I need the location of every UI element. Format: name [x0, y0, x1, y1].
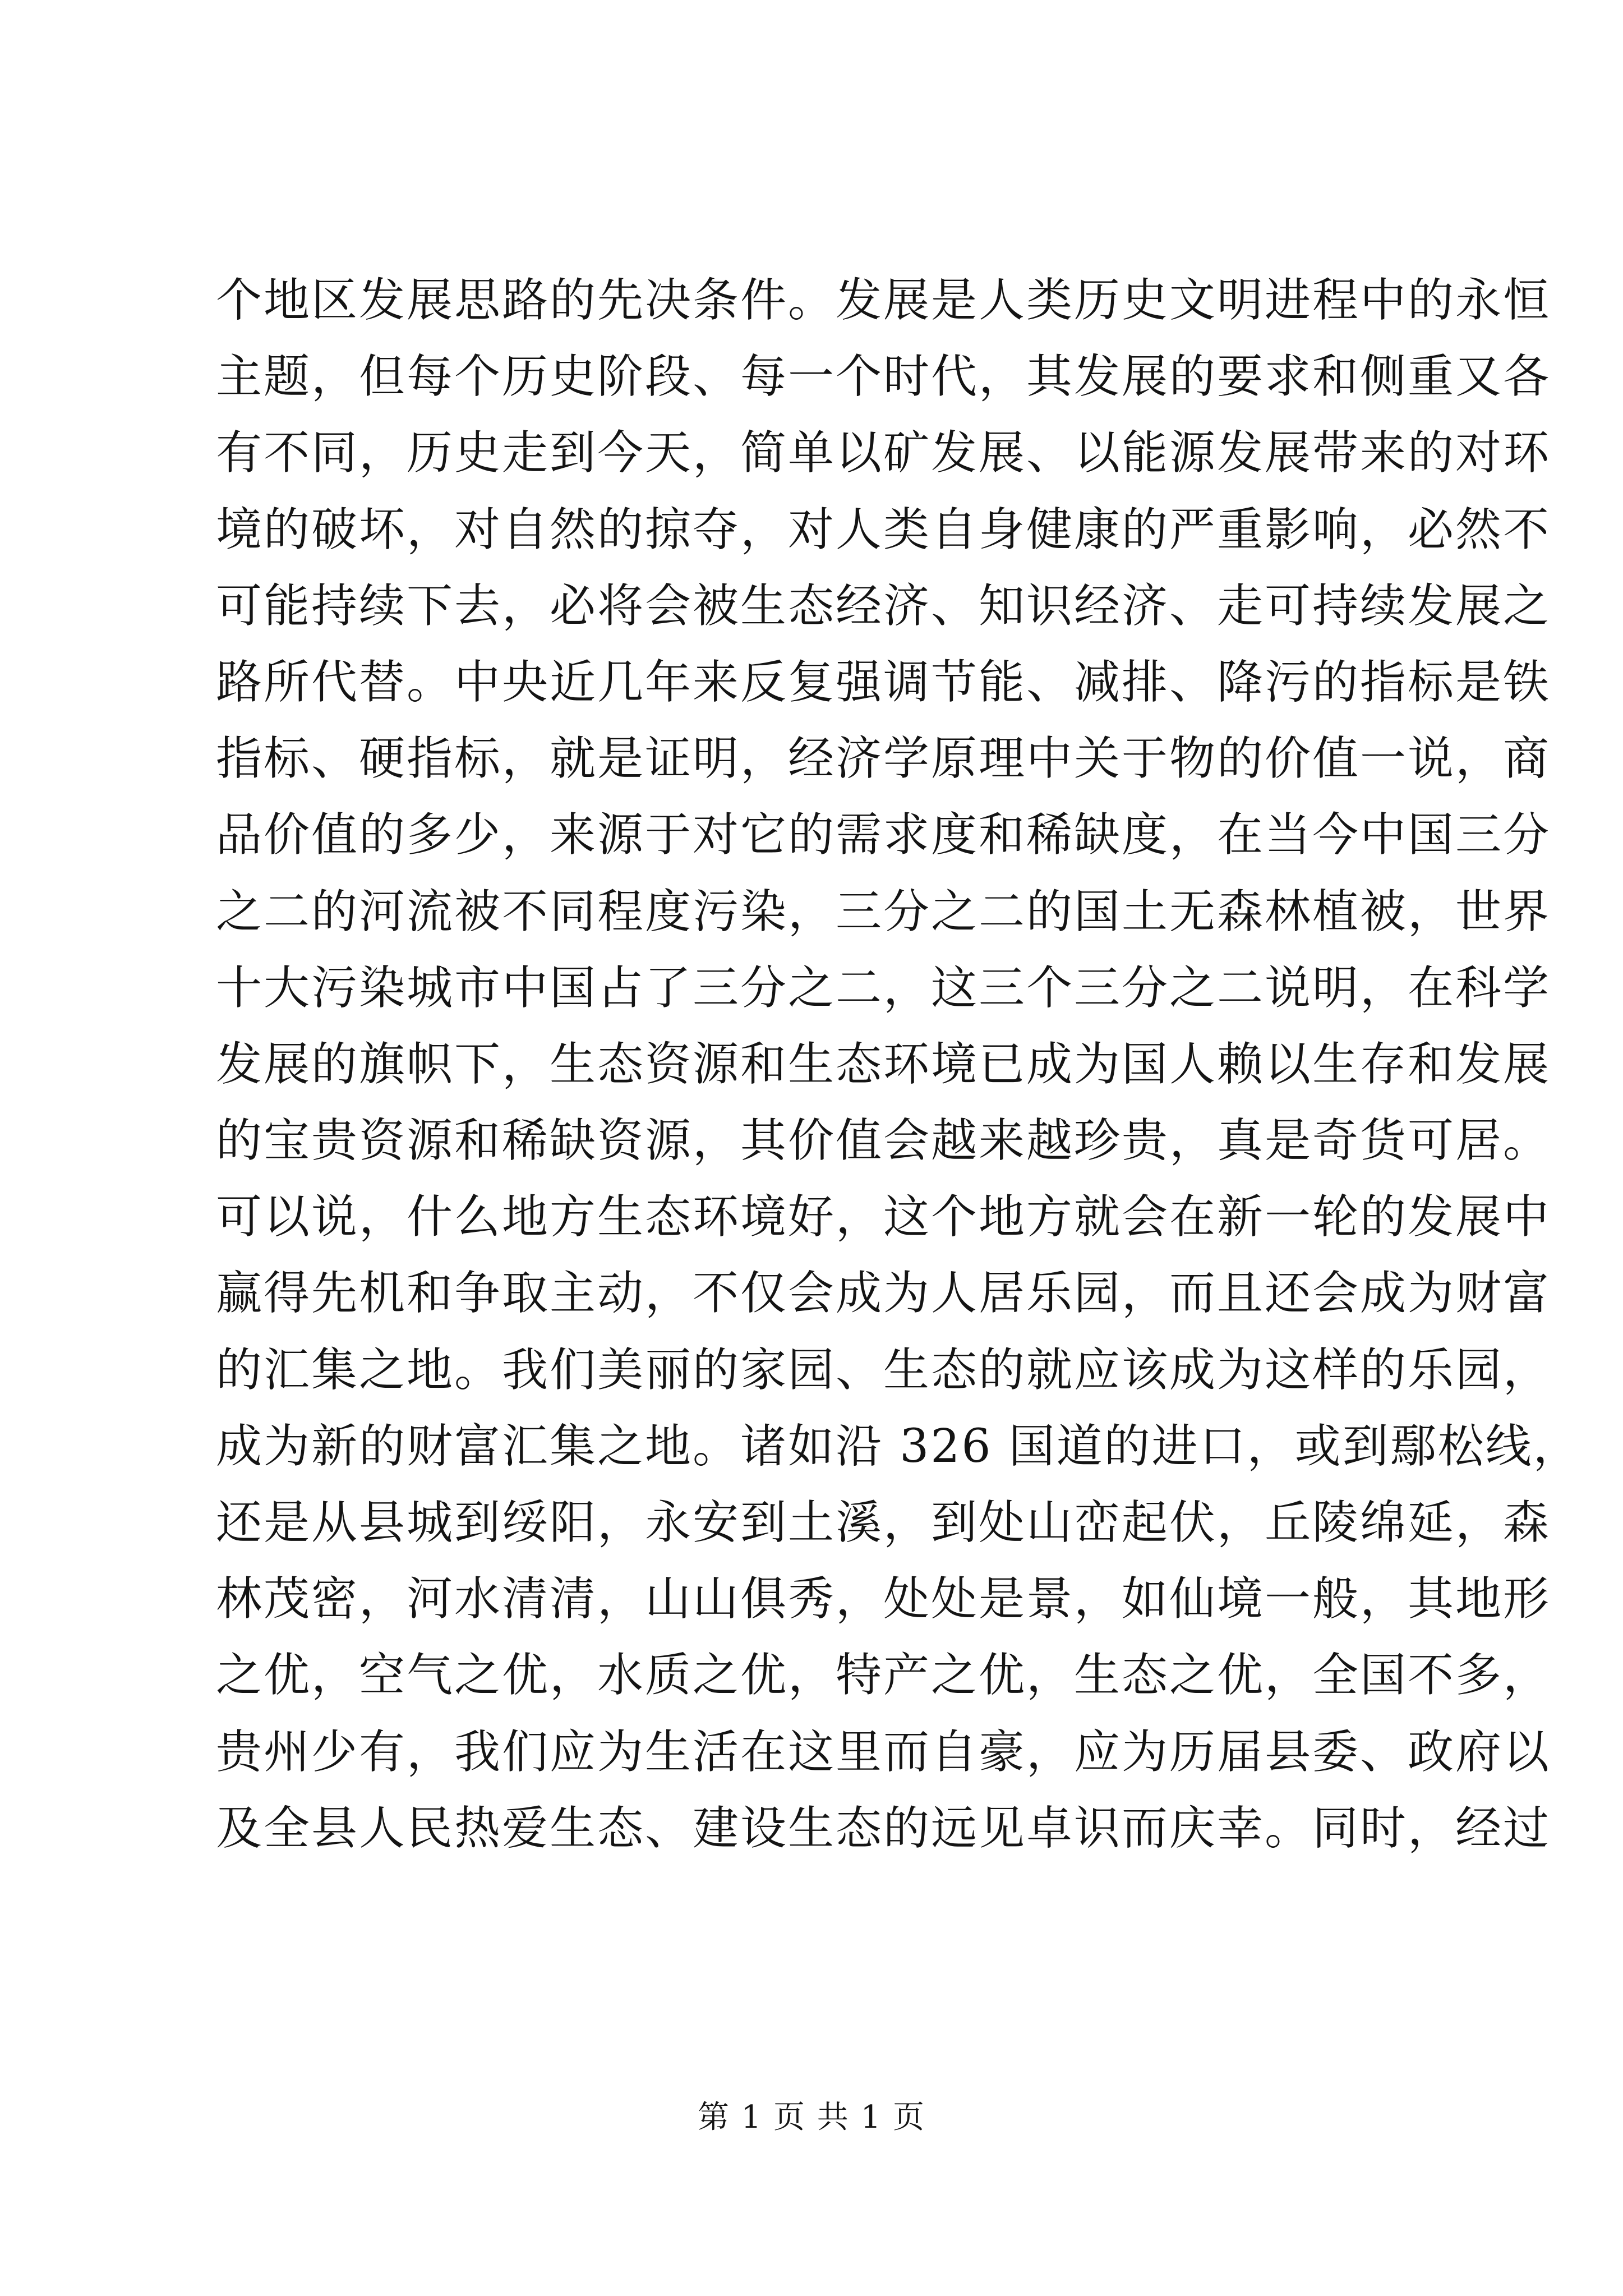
body-text	[216, 263, 1581, 1867]
text-line: 贵州少有，我们应为生活在这里而自豪，应为历届县委、政府以	[216, 1725, 1551, 1779]
text-line: 及全县人民热爱生态、建设生态的远见卓识而庆幸。同时，经过	[216, 1801, 1551, 1855]
text-line: 境的破坏，对自然的掠夺，对人类自身健康的严重影响，必然不	[216, 503, 1551, 556]
text-line: 主题，但每个历史阶段、每一个时代，其发展的要求和侧重又各	[216, 350, 1551, 404]
text-line: 品价值的多少，来源于对它的需求度和稀缺度，在当今中国三分	[216, 808, 1551, 862]
text-line: 林茂密，河水清清，山山俱秀，处处是景，如仙境一般，其地形	[216, 1572, 1551, 1626]
text-line: 发展的旗帜下，生态资源和生态环境已成为国人赖以生存和发展	[216, 1037, 1551, 1091]
text-line: 十大污染城市中国占了三分之二，这三个三分之二说明，在科学	[216, 961, 1551, 1015]
text-line: 之二的河流被不同程度污染，三分之二的国土无森林植被，世界	[216, 885, 1551, 938]
page-number-footer: 第 1 页 共 1 页	[697, 2099, 926, 2136]
text-line: 个地区发展思路的先决条件。发展是人类历史文明进程中的永恒	[216, 274, 1551, 327]
text-line: 有不同，历史走到今天，简单以矿发展、以能源发展带来的对环	[216, 426, 1551, 480]
text-line: 可以说，什么地方生态环境好，这个地方就会在新一轮的发展中	[216, 1190, 1551, 1244]
text-line: 之优，空气之优，水质之优，特产之优，生态之优，全国不多，	[216, 1649, 1551, 1703]
text-line: 的宝贵资源和稀缺资源，其价值会越来越珍贵，真是奇货可居。	[216, 1114, 1551, 1168]
text-line: 赢得先机和争取主动，不仅会成为人居乐园，而且还会成为财富	[216, 1267, 1551, 1320]
text-line: 指标、硬指标，就是证明，经济学原理中关于物的价值一说，商	[216, 732, 1551, 786]
text-line: 成为新的财富汇集之地。诸如沿 326 国道的进口，或到鄢松线，	[216, 1419, 1581, 1473]
text-line: 的汇集之地。我们美丽的家园、生态的就应该成为这样的乐园，	[216, 1343, 1551, 1397]
text-line: 还是从县城到绥阳，永安到土溪，到处山峦起伏，丘陵绵延，森	[216, 1496, 1551, 1549]
text-line: 可能持续下去，必将会被生态经济、知识经济、走可持续发展之	[216, 579, 1551, 633]
text-line: 路所代替。中央近几年来反复强调节能、减排、降污的指标是铁	[216, 655, 1551, 709]
